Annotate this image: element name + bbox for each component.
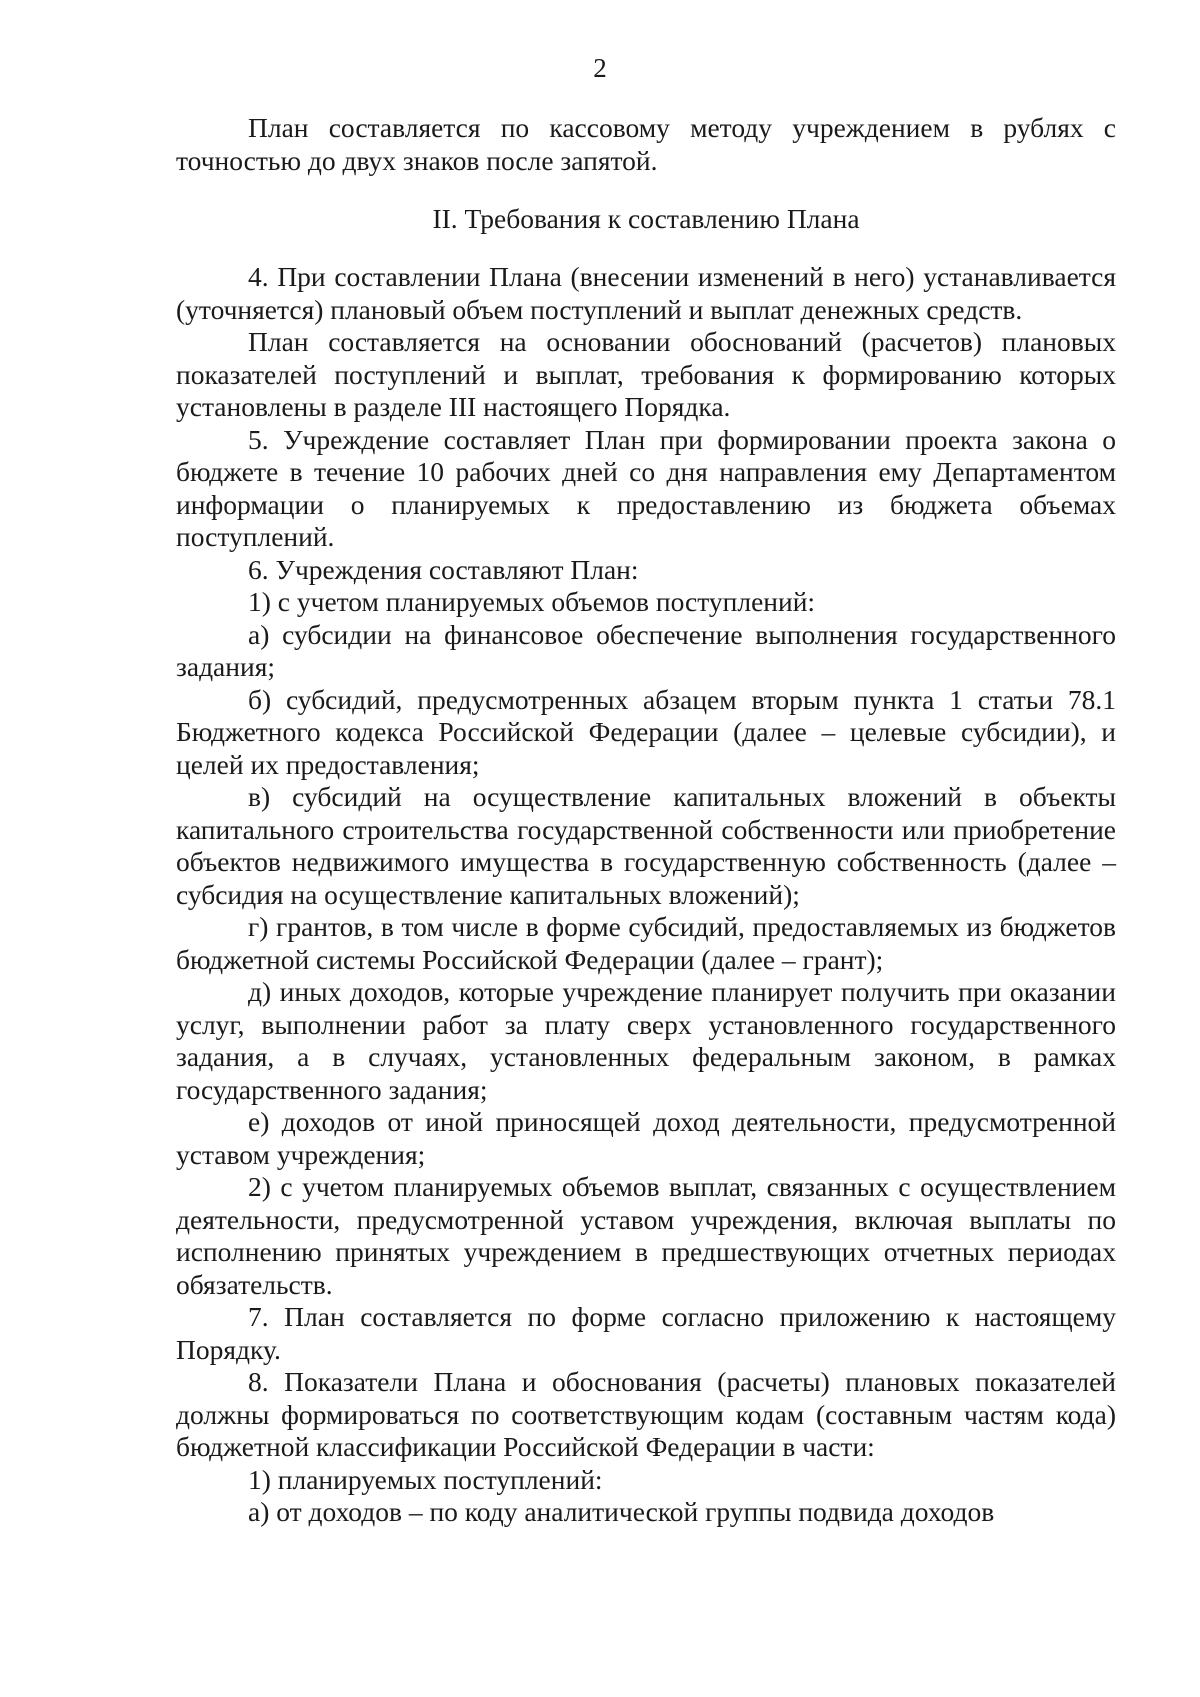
paragraph: д) иных доходов, которые учреждение планирует получить при оказании услуг, выполнении работ за плату сверх установленного государственного задания, а в случаях, установленных федеральным законом, в рамках государственного задания; (176, 976, 1116, 1105)
paragraph: 2) с учетом планируемых объемов выплат, связанных с осуществлением деятельности, предусмотренной уставом учреждения, включая выплаты по исполнению принятых учреждением в предшествующих отчетных периодах обязательств. (176, 1171, 1116, 1300)
paragraph: 6. Учреждения составляют План: (248, 553, 639, 585)
paragraph: а) субсидии на финансовое обеспечение выполнения государственного задания; (176, 618, 1116, 682)
paragraph: 4. При составлении Плана (внесении изменений в него) устанавливается (уточняется) плановый объем поступлений и выплат денежных средств. (176, 261, 1116, 325)
page-number: 2 (593, 53, 607, 83)
paragraph: 1) планируемых поступлений: (248, 1463, 603, 1495)
document-body (176, 112, 1116, 1529)
paragraph: в) субсидий на осуществление капитальных вложений в объекты капитального строительства государственной собственности или приобретение объектов недвижимого имущества в государственную собственность (далее – субсидия на осуществление капитальных вложений); (176, 781, 1116, 910)
paragraph: 7. План составляется по форме согласно приложению к настоящему Порядку. (176, 1301, 1116, 1365)
section-heading: II. Требования к составлению Плана (432, 203, 860, 234)
paragraph: е) доходов от иной приносящей доход деятельности, предусмотренной уставом учреждения; (176, 1106, 1116, 1170)
paragraph: а) от доходов – по коду аналитической группы подвида доходов (248, 1496, 995, 1527)
paragraph: 8. Показатели Плана и обоснования (расчеты) плановых показателей должны формироваться по соответствующим кодам (составным частям кода) бюджетной классификации Российской Федерации в части: (176, 1366, 1116, 1462)
intro-paragraph: План составляется по кассовому методу учреждением в рублях с точностью до двух знаков после запятой. (176, 112, 1116, 176)
paragraph: План составляется на основании обоснований (расчетов) плановых показателей поступлений и выплат, требования к формированию которых установлены в разделе III настоящего Порядка. (176, 326, 1116, 422)
paragraph: 5. Учреждение составляет План при формировании проекта закона о бюджете в течение 10 рабочих дней со дня направления ему Департаментом информации о планируемых к предоставлению из бюджета объемах поступлений. (176, 423, 1116, 552)
paragraph: г) грантов, в том числе в форме субсидий, предоставляемых из бюджетов бюджетной системы Российской Федерации (далее – грант); (176, 911, 1116, 975)
paragraph: 1) с учетом планируемых объемов поступлений: (248, 586, 816, 617)
paragraph: б) субсидий, предусмотренных абзацем вторым пункта 1 статьи 78.1 Бюджетного кодекса Российской Федерации (далее – целевые субсидии), и целей их предоставления; (176, 683, 1116, 780)
